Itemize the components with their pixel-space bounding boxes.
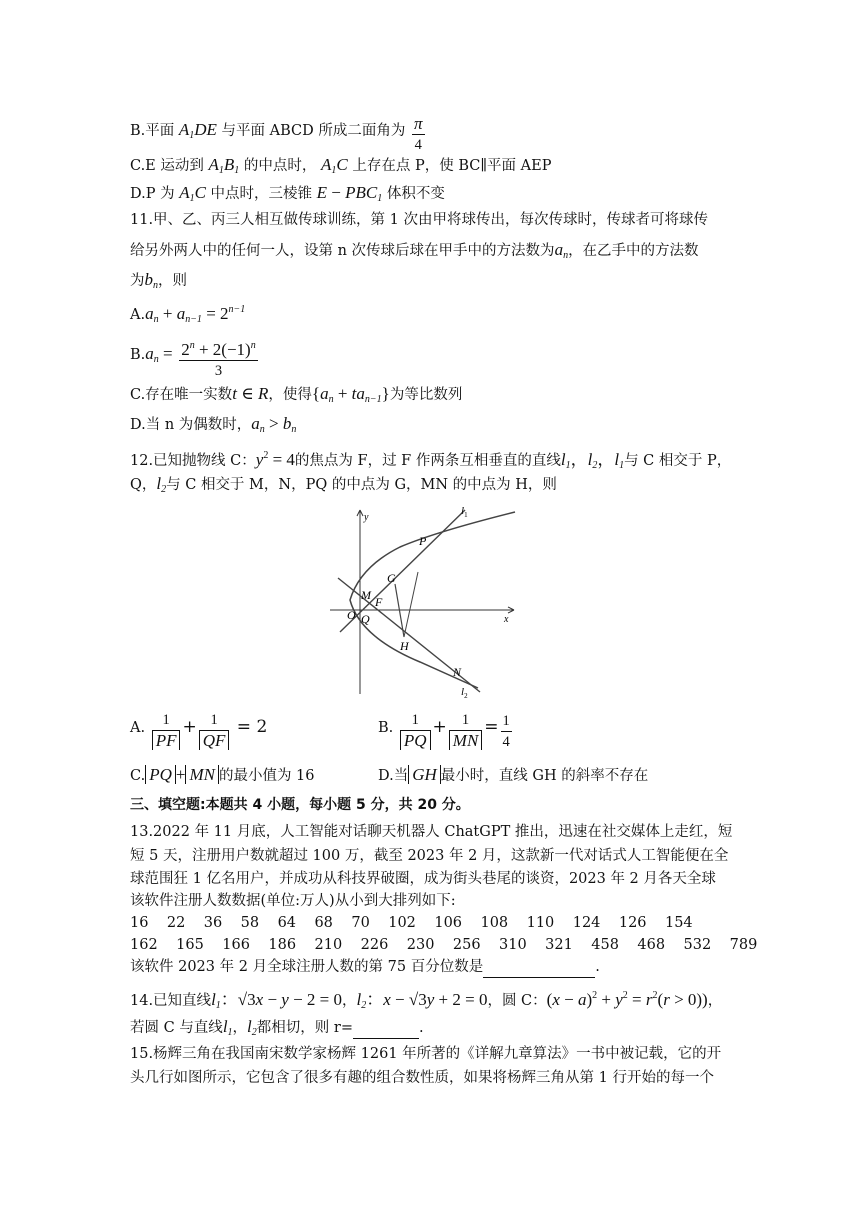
label-l2-text: l <box>461 686 465 698</box>
label-l1-text: l <box>461 505 465 517</box>
q11-c-mid: ，使得 <box>268 387 312 403</box>
label-q: Q <box>361 612 370 626</box>
data-value: 22 <box>166 915 186 931</box>
data-value: 532 <box>683 937 712 953</box>
pyramid-e-pbc1: $E - PBC_1$ <box>316 183 383 204</box>
q14-line2-pre: 若圆 C 与直线 <box>130 1020 223 1036</box>
q10-c-text2: 上存在点 P，使 BC∥平面 AEP <box>352 158 552 174</box>
q11-b-label: B. <box>130 347 146 363</box>
q11-line2 <box>130 240 699 266</box>
q10-b-text: 与平面 ABCD 所成二面角为 <box>221 123 406 139</box>
q10-c-text1: 的中点时， <box>243 158 317 174</box>
q12-b-frac3: $\frac{1}{4}$ <box>502 713 510 750</box>
label-y: y <box>364 512 369 523</box>
data-value: 789 <box>729 937 758 953</box>
q12-c-post: 的最小值为 16 <box>218 768 315 784</box>
q14-answer-blank[interactable] <box>353 1018 419 1039</box>
q14-line1-sep: ， <box>342 993 357 1009</box>
q12-d-post: 最小时，直线 GH 的斜率不存在 <box>440 768 649 784</box>
label-g: G <box>387 571 396 585</box>
q11-option-d <box>130 414 296 440</box>
bn: $b_n$ <box>144 270 158 291</box>
q10-option-d <box>130 183 445 209</box>
data-value: 36 <box>203 915 223 931</box>
label-l2-sub: 2 <box>464 692 468 698</box>
data-value: 230 <box>406 937 435 953</box>
label-p: P <box>419 534 427 548</box>
q13-data-row2 <box>130 935 757 955</box>
q10-d-prefix: D.P 为 <box>130 186 175 202</box>
q13-line2: 短 5 天，注册用户数就超过 100 万，截至 2023 年 2 月，这款新一代对话式人工智能便在全 <box>130 848 729 864</box>
data-value: 162 <box>130 937 158 953</box>
q11-line1: 11.甲、乙、丙三人相互做传球训练，第 1 次由甲将球传出，每次传球时，传球者可将球传 <box>130 212 708 228</box>
q11-option-c <box>130 384 462 410</box>
q12-line1-end: 与 C 相交于 P， <box>624 453 732 469</box>
parabola-figure <box>320 502 520 698</box>
label-l2 <box>461 686 468 698</box>
q12-line1-post: 的焦点为 F，过 F 作两条互相垂直的直线 <box>294 453 561 469</box>
q12-a-frac1: $\frac{1}{PF}$ <box>152 710 181 751</box>
q12-line1 <box>130 446 731 476</box>
q11-c-post: 为等比数列 <box>389 387 463 403</box>
q13-period: . <box>595 959 600 975</box>
l2-ref: $l_2$ <box>247 1017 257 1038</box>
q14-line2-sep: ， <box>232 1020 248 1036</box>
q12-line1-pre: 12.已知抛物线 C： <box>130 453 256 469</box>
label-l1-sub: 1 <box>464 511 468 519</box>
q12-a-label: A. <box>130 720 146 736</box>
q11-line3 <box>130 270 187 296</box>
q11-b-lhs: $a_n$ = <box>145 344 173 365</box>
label-n: N <box>453 665 462 679</box>
data-value: 210 <box>314 937 343 953</box>
data-value: 458 <box>591 937 619 953</box>
plane-a1de: $A_1DE$ <box>178 120 217 141</box>
q10-d-text: 中点时，三棱锥 <box>210 186 313 202</box>
q11-a-formula: $a_n + a_{n-1} = 2^{n-1}$ <box>145 304 246 325</box>
label-l1 <box>461 505 468 519</box>
q14-period: . <box>418 1020 424 1036</box>
q11-a-label: A. <box>130 307 146 323</box>
q12-option-b: B. $\frac{1}{PQ}$ + $\frac{1}{MN}$ = $\frac{1}{4}$ <box>378 712 510 750</box>
segment-a1c: $A_1C$ <box>321 155 348 176</box>
data-value: 321 <box>545 937 573 953</box>
line-l2-eq: $l_2$：x − √3y + 2 = 0 <box>356 990 488 1011</box>
q14-line1: 14.已知直线$l_1$：√3x − y − 2 = 0，$l_2$：x − √3y + 2 = 0，圆 C：$(x - a)^2 + y^2 = r^2(r > 0)$)， <box>130 990 723 1011</box>
q12-c-expr: PQ + MN <box>145 765 219 784</box>
data-value: 124 <box>572 915 601 931</box>
q14-line1-circle-label: ，圆 C： <box>487 993 547 1009</box>
l1-ref: $l_1$ <box>222 1017 233 1038</box>
q12-option-d <box>378 765 648 786</box>
q14-line2 <box>130 1017 424 1043</box>
q11-option-b <box>130 336 260 381</box>
data-value: 110 <box>526 915 555 931</box>
label-o: O <box>347 608 356 622</box>
q12-line2-pre: Q， <box>130 477 157 493</box>
q13-line4: 该软件注册人数数据(单位:万人)从小到大排列如下: <box>130 893 456 909</box>
data-value: 310 <box>499 937 527 953</box>
l2: $l_2$ <box>156 474 167 495</box>
q13-question-text: 该软件 2023 年 2 月全球注册人数的第 75 百分位数是 <box>130 959 484 975</box>
q10-b-prefix: B.平面 <box>130 123 175 139</box>
data-value: 58 <box>240 915 260 931</box>
q12-c-pre: C. <box>130 768 146 784</box>
segment-hg-aux <box>404 572 418 637</box>
label-m: M <box>361 588 371 602</box>
segment-a1c-2: $A_1C$ <box>179 183 206 204</box>
q13-data-row1 <box>130 913 693 933</box>
q12-b-label: B. <box>378 720 394 736</box>
data-value: 70 <box>351 915 370 931</box>
q11-line2-post: ，在乙手中的方法数 <box>568 243 699 259</box>
label-f: F <box>375 595 383 609</box>
q12-b-frac1: $\frac{1}{PQ}$ <box>400 710 431 751</box>
q11-line2-pre: 给另外两人中的任何一人，设第 n 次传球后球在甲手中的方法数为 <box>130 243 555 259</box>
q11-line3-post: ，则 <box>158 273 187 289</box>
q13-line3: 球范围狂 1 亿名用户，并成功从科技界破圈，成为街头巷尾的谈资，2023 年 2 月各天全球 <box>130 871 716 887</box>
data-value: 166 <box>222 937 250 953</box>
parabola-eq: $y^2 = 4$ <box>255 450 295 469</box>
t-in-r: t ∈ R <box>232 384 269 403</box>
q13-line1: 13.2022 年 11 月底，人工智能对话聊天机器人 ChatGPT 推出，迅速在社交媒体上走红，短 <box>130 824 733 840</box>
line-l1-eq: $l_1$：√3x − y − 2 = 0 <box>211 990 343 1011</box>
label-h: H <box>400 639 409 653</box>
data-value: 126 <box>618 915 647 931</box>
data-value: 106 <box>434 915 463 931</box>
l1-l2: $l_1$，$l_2$，$l_1$ <box>560 450 625 471</box>
q12-line2-post: 与 C 相交于 M，N，PQ 的中点为 G，MN 的中点为 H，则 <box>166 477 557 493</box>
q11-d-pre: D.当 n 为偶数时， <box>130 417 252 433</box>
q10-option-b <box>130 114 427 155</box>
data-value: 64 <box>277 915 297 931</box>
data-value: 68 <box>314 915 333 931</box>
q15-line1: 15.杨辉三角在我国南宋数学家杨辉 1261 年所著的《详解九章算法》一书中被记载，它的开 <box>130 1046 722 1062</box>
an-gt-bn: $a_n > b_n$ <box>251 414 297 435</box>
q12-line2 <box>130 474 557 500</box>
data-value: 186 <box>268 937 297 953</box>
q12-b-frac2: $\frac{1}{MN}$ <box>449 710 483 751</box>
data-value: 256 <box>452 937 481 953</box>
data-value: 468 <box>637 937 666 953</box>
section-3-heading: 三、填空题:本题共 4 小题，每小题 5 分，共 20 分。 <box>130 797 470 813</box>
q12-option-a: A. $\frac{1}{PF}$ + $\frac{1}{QF}$ = 2 <box>130 712 268 750</box>
q11-b-fraction: $\frac{2^n + 2(-1)^n}{3}$ <box>179 336 258 381</box>
q11-c-sequence: $\{a_n + ta_{n-1}\}$ <box>311 384 390 405</box>
data-value: 226 <box>360 937 389 953</box>
q12-d-pre: D.当 <box>378 768 409 784</box>
data-value: 165 <box>176 937 204 953</box>
q10-d-suffix: 体积不变 <box>386 186 445 202</box>
q11-line3-pre: 为 <box>130 273 145 289</box>
data-value: 102 <box>388 915 416 931</box>
label-x: x <box>504 614 509 625</box>
q13-answer-blank[interactable] <box>483 957 595 978</box>
q10-c-prefix: C.E 运动到 <box>130 158 204 174</box>
data-value: 154 <box>664 915 693 931</box>
q12-a-frac2: $\frac{1}{QF}$ <box>199 710 230 751</box>
pi-over-4: $\frac{\pi}{4}$ <box>414 114 423 153</box>
q15-line2: 头几行如图所示，它包含了很多有趣的组合数性质，如果将杨辉三角从第 1 行开始的每一个 <box>130 1070 714 1086</box>
q12-option-c <box>130 765 315 786</box>
q13-line7 <box>130 957 600 978</box>
line-l1 <box>340 510 465 632</box>
data-value: 108 <box>480 915 509 931</box>
q10-option-c <box>130 155 551 181</box>
an: $a_n$ <box>554 240 569 261</box>
q14-line1-pre: 14.已知直线 <box>130 993 212 1009</box>
q11-option-a <box>130 300 245 330</box>
circle-eq: $(x - a)^2 + y^2 = r^2(r > 0)$) <box>546 990 708 1009</box>
q11-c-pre: C.存在唯一实数 <box>130 387 233 403</box>
data-value: 16 <box>130 915 149 931</box>
segment-a1b1: $A_1B_1$ <box>208 155 240 176</box>
q14-line2-post: 都相切，则 r= <box>256 1020 353 1036</box>
q12-d-expr: GH <box>408 765 441 784</box>
